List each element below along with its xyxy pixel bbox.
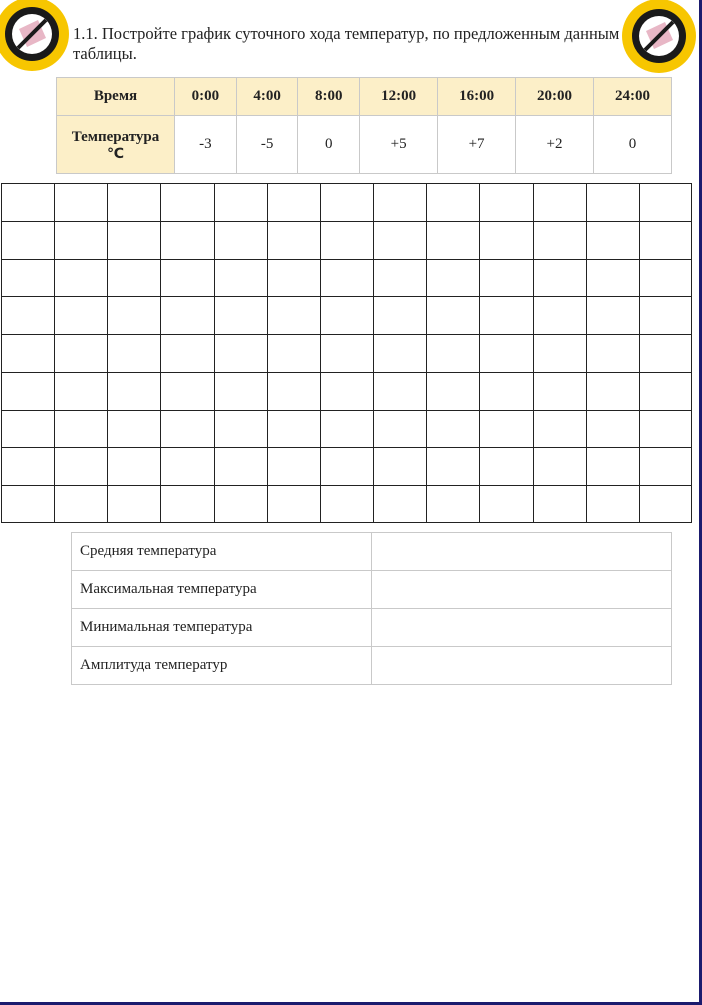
temperature-label: Температура: [71, 128, 160, 145]
temperature-cell: +5: [360, 116, 438, 174]
time-cell: 12:00: [360, 78, 438, 116]
summary-label: Средняя температура: [72, 533, 372, 571]
time-header: Время: [57, 78, 175, 116]
summary-row: [72, 609, 672, 647]
temperature-cell: 0: [594, 116, 672, 174]
temperature-data-table: [56, 77, 672, 174]
summary-label: Амплитуда температур: [72, 647, 372, 685]
summary-value-cell[interactable]: [372, 571, 672, 609]
time-cell: 20:00: [516, 78, 594, 116]
temperature-cell: +7: [438, 116, 516, 174]
summary-row: [72, 647, 672, 685]
summary-label: Минимальная температура: [72, 609, 372, 647]
temperature-cell: 0: [298, 116, 360, 174]
time-cell: 0:00: [175, 78, 237, 116]
time-cell: 4:00: [236, 78, 298, 116]
watermark-badge-right[interactable]: [619, 0, 699, 76]
watermark-badge-left[interactable]: [0, 0, 72, 74]
celsius-unit: ℃: [107, 145, 124, 162]
temperature-cell: -5: [236, 116, 298, 174]
summary-row: [72, 571, 672, 609]
time-cell: 8:00: [298, 78, 360, 116]
summary-value-cell[interactable]: [372, 609, 672, 647]
summary-value-cell[interactable]: [372, 647, 672, 685]
temperature-cell: +2: [516, 116, 594, 174]
temperature-cell: -3: [175, 116, 237, 174]
time-cell: 16:00: [438, 78, 516, 116]
task-title: 1.1. Постройте график суточного хода температур, по предложенным данным таблицы.: [73, 24, 620, 63]
grid-frame: [2, 184, 692, 523]
temperature-row: [57, 116, 672, 174]
graph-grid[interactable]: [1, 183, 692, 523]
summary-label: Максимальная температура: [72, 571, 372, 609]
time-row: [57, 78, 672, 116]
summary-value-cell[interactable]: [372, 533, 672, 571]
time-cell: 24:00: [594, 78, 672, 116]
summary-row: [72, 533, 672, 571]
temperature-header: [57, 116, 175, 174]
summary-table: [71, 532, 672, 685]
